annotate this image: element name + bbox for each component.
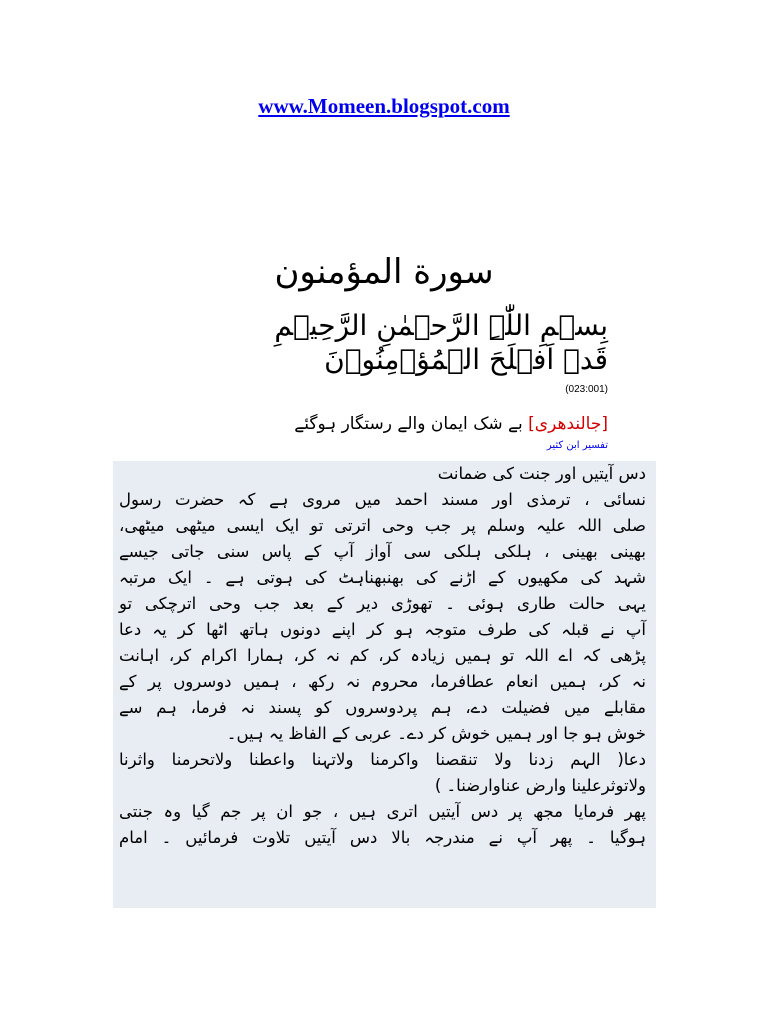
commentary-line: مقابلے میں فضیلت دے، ہم پردوسروں کو پسند نہ فرما، ہم سے — [119, 698, 646, 717]
bismillah: بِسۡمِ اللّٰہِ الرَّحۡمٰنِ الرَّحِیۡمِ — [274, 309, 608, 342]
commentary-line: خوش ہو جا اور ہمیں خوش کر دے۔ عربی کے الفاظ یہ ہیں۔ — [226, 724, 646, 743]
commentary-line: صلی اللہ علیہ وسلم پر جب وحی اترتی تو ایک ایسی میٹھی میٹھی، — [119, 516, 646, 535]
translator-name: [جالندھری] — [528, 414, 608, 434]
commentary-line: نہ کر، ہمیں انعام عطافرما، محروم نہ رکھ ، ہمیں دوسروں پر کے — [119, 672, 646, 691]
commentary-line: بھینی بھینی ، ہلکی ہلکی سی آواز آپ کے پاس سنی جاتی جیسے — [119, 542, 646, 561]
commentary-line: یہی حالت طاری ہوئی ۔ تھوڑی دیر کے بعد جب وحی اترچکی تو — [119, 594, 646, 613]
commentary-line: آپ نے قبلہ کی طرف متوجہ ہو کر اپنے دونوں ہاتھ اٹھا کر یہ دعا — [119, 620, 646, 639]
ayah-text: قَدۡ اَفۡلَحَ الۡمُؤۡمِنُوۡنَ — [324, 343, 608, 376]
tafsir-ibn-kathir-link[interactable]: تفسیر ابن کثیر — [546, 440, 608, 451]
tafsir-commentary — [113, 461, 656, 908]
ayah-reference: (023:001) — [565, 384, 608, 395]
commentary-line: نسائی ، ترمذی اور مسند احمد میں مروی ہے کہ حضرت رسول — [119, 490, 646, 509]
site-link[interactable]: www.Momeen.blogspot.com — [258, 94, 510, 118]
translation-text: بے شک ایمان والے رستگار ہوگئے — [294, 414, 523, 434]
commentary-line: پھر فرمایا مجھ پر دس آیتیں اتری ہیں ، جو ان پر جم گیا وہ جنتی — [119, 802, 646, 821]
commentary-line: شہد کی مکھیوں کے اڑنے کی بھنبھناہٹ کی ہوتی ہے ۔ ایک مرتبہ — [119, 568, 646, 587]
commentary-line: دعا( الہم زدنا ولا تنقصنا واکرمنا ولاتہنا واعطنا ولاتحرمنا واثرنا — [119, 750, 646, 769]
translation — [294, 411, 608, 437]
surah-title: سورة المؤمنون — [274, 252, 494, 292]
commentary-line: ہوگیا ۔ پھر آپ نے مندرجہ بالا دس آیتیں تلاوت فرمائیں ۔ امام — [119, 828, 646, 847]
commentary-line: ولاتوثرعلینا وارض عناوارضنا۔ ) — [434, 776, 646, 795]
commentary-heading: دس آیتیں اور جنت کی ضمانت — [437, 464, 646, 483]
commentary-line: پڑھی کہ اے اللہ تو ہمیں زیادہ کر، کم نہ کر، ہمارا اکرام کر، اہانت — [119, 646, 646, 665]
